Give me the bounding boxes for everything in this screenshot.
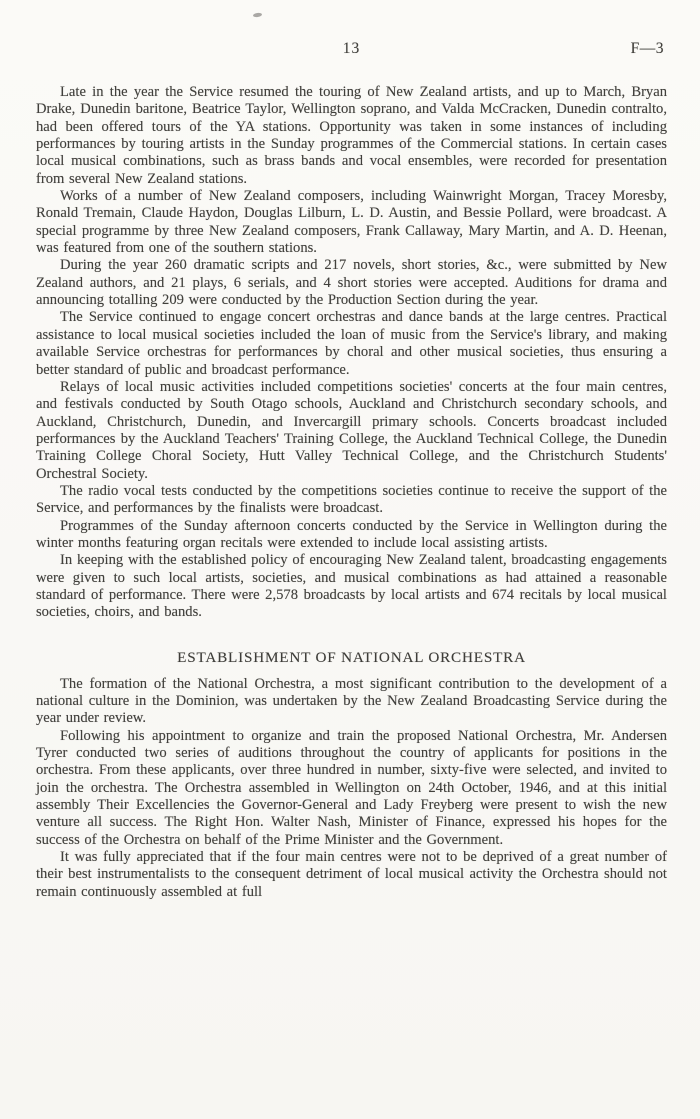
paragraph: The Service continued to engage concert orchestras and dance bands at the large centres. Practical assistance to local musical societies included the loan of music from the Service's library, and making available Service orchestras for performances by choral and other musical societies, thus ensuring a better standard of public and broadcast performance. xyxy=(36,309,667,378)
scan-artifact xyxy=(253,12,262,17)
body-text xyxy=(36,84,667,622)
paragraph: Following his appointment to organize and train the proposed National Orchestra, Mr. Andersen Tyrer conducted two series of auditions throughout the country of applicants for positions in the orchestra. From these applicants, over three hundred in number, sixty-five were selected, and invited to join the orchestra. The Orchestra assembled in Wellington on 24th October, 1946, and at this initial assembly Their Excellencies the Governor-General and Lady Freyberg were present to wish the new venture all success. The Right Hon. Walter Nash, Minister of Finance, expressed his hopes for the success of the Orchestra on behalf of the Prime Minister and the Government. xyxy=(36,727,667,848)
paragraph: It was fully appreciated that if the four main centres were not to be deprived of a great number of their best instrumentalists to the consequent detriment of local musical activity the Orchestra should not remain continuously assembled at full xyxy=(36,849,667,900)
section-heading: ESTABLISHMENT OF NATIONAL ORCHESTRA xyxy=(177,648,526,666)
section-body xyxy=(36,676,667,901)
document-reference: F—3 xyxy=(630,40,664,57)
paragraph: Works of a number of New Zealand composers, including Wainwright Morgan, Tracey Moresby, Ronald Tremain, Claude Haydon, Douglas Lilburn, L. D. Austin, and Bessie Pollard, were broadcast. A special programme by three New Zealand composers, Frank Callaway, Mary Martin, and A. D. Heenan, was featured from one of the southern stations. xyxy=(36,188,667,257)
paragraph: In keeping with the established policy of encouraging New Zealand talent, broadcasting engagements were given to such local artists, societies, and musical combinations as had attained a reasonable standard of performance. There were 2,578 broadcasts by local artists and 674 recitals by local musical societies, choirs, and bands. xyxy=(36,552,667,621)
paragraph: Late in the year the Service resumed the touring of New Zealand artists, and up to March, Bryan Drake, Dunedin baritone, Beatrice Taylor, Wellington soprano, and Valda McCracken, Dunedin contralto, had been offered tours of the YA stations. Opportunity was taken in some instances of including performances by touring artists in the Sunday programmes of the Commercial stations. In certain cases local musical combinations, such as brass bands and vocal ensembles, were recorded for presentation from several New Zealand stations. xyxy=(36,84,667,187)
paragraph: Programmes of the Sunday afternoon concerts conducted by the Service in Wellington during the winter months featuring organ recitals were extended to include local assisting artists. xyxy=(36,517,667,551)
paragraph: The formation of the National Orchestra, a most significant contribution to the development of a national culture in the Dominion, was undertaken by the New Zealand Broadcasting Service during the year under review. xyxy=(36,675,667,727)
paragraph: Relays of local music activities included competitions societies' concerts at the four main centres, and festivals conducted by South Otago schools, Auckland and Christchurch secondary schools, and Auckland, Christchurch, Dunedin, and Invercargill primary schools. Concerts broadcast included performances by the Auckland Teachers' Training College, the Auckland Technical College, the Dunedin Training College Choral Society, Hutt Valley Technical College, and the Christchurch Students' Orchestral Society. xyxy=(36,378,667,482)
page-header xyxy=(36,40,667,60)
page-number: 13 xyxy=(342,40,361,57)
paragraph: The radio vocal tests conducted by the competitions societies continue to receive the support of the Service, and performances by the finalists were broadcast. xyxy=(36,482,667,517)
paragraph: During the year 260 dramatic scripts and 217 novels, short stories, &c., were submitted by New Zealand authors, and 21 plays, 6 serials, and 4 short stories were accepted. Auditions for drama and announcing totalling 209 were conducted by the Production Section during the year. xyxy=(36,257,667,309)
